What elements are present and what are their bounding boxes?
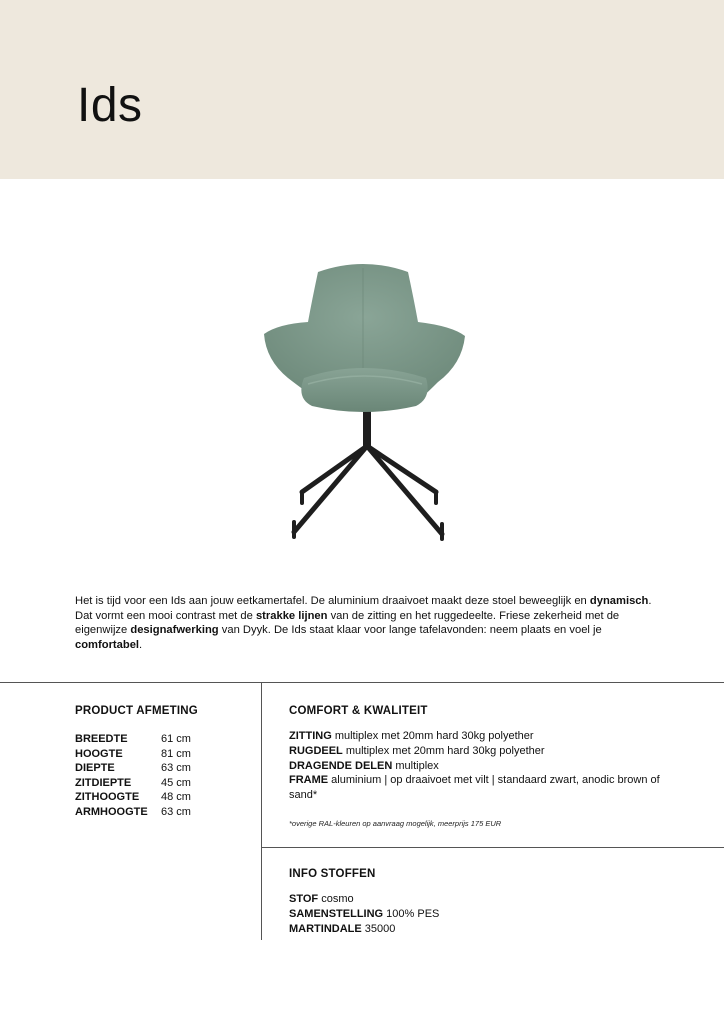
spec-row: ZITTING multiplex met 20mm hard 30kg polyether (289, 730, 534, 742)
chair-image (256, 260, 470, 542)
divider-top (0, 682, 724, 683)
spec-row: FRAME aluminium | op draaivoet met vilt | standaard zwart, anodic brown of sand* (289, 774, 660, 802)
dimension-row: ZITDIEPTE 45 cm (75, 776, 191, 789)
product-description: Het is tijd voor een Ids aan jouw eetkamertafel. De aluminium draaivoet maakt deze stoel beweeglijk en dynamisch. Dat vormt een mooi contrast met de strakke lijnen van de zitting en het ruggedeelte. Friese zekerheid met de eigenwijze designafwerking van Dyyk. De Ids staat klaar voor lange tafelavonden: neem plaats en voel je comfortabel. (75, 595, 652, 651)
fabric-specs (289, 892, 439, 936)
divider-right (261, 847, 724, 848)
divider-vertical (261, 682, 262, 940)
comfort-specs (289, 729, 669, 803)
fabric-row: SAMENSTELLING 100% PES (289, 907, 440, 920)
dimension-row: DIEPTE 63 cm (75, 762, 191, 775)
comfort-heading: COMFORT & KWALITEIT (289, 705, 428, 717)
dimension-row: ARMHOOGTE 63 cm (75, 805, 191, 818)
spec-row: DRAGENDE DELEN multiplex (289, 759, 439, 772)
fabric-row: STOF cosmo (289, 893, 354, 905)
product-title: Ids (77, 79, 143, 132)
dimension-row: HOOGTE 81 cm (75, 747, 191, 760)
fabric-heading: INFO STOFFEN (289, 868, 376, 880)
fabric-row: MARTINDALE 35000 (289, 922, 396, 935)
spec-row: RUGDEEL multiplex met 20mm hard 30kg polyether (289, 744, 545, 757)
dimension-row: ZITHOOGTE 48 cm (75, 791, 191, 804)
dimensions-heading: PRODUCT AFMETING (75, 705, 198, 717)
dimension-row: BREEDTE 61 cm (75, 733, 191, 745)
chair-seat (301, 368, 427, 412)
ral-note: *overige RAL-kleuren op aanvraag mogelijk, meerprijs 175 EUR (289, 819, 502, 828)
dimensions-table (75, 732, 191, 820)
chair-base (294, 408, 442, 539)
header-band (0, 0, 724, 179)
